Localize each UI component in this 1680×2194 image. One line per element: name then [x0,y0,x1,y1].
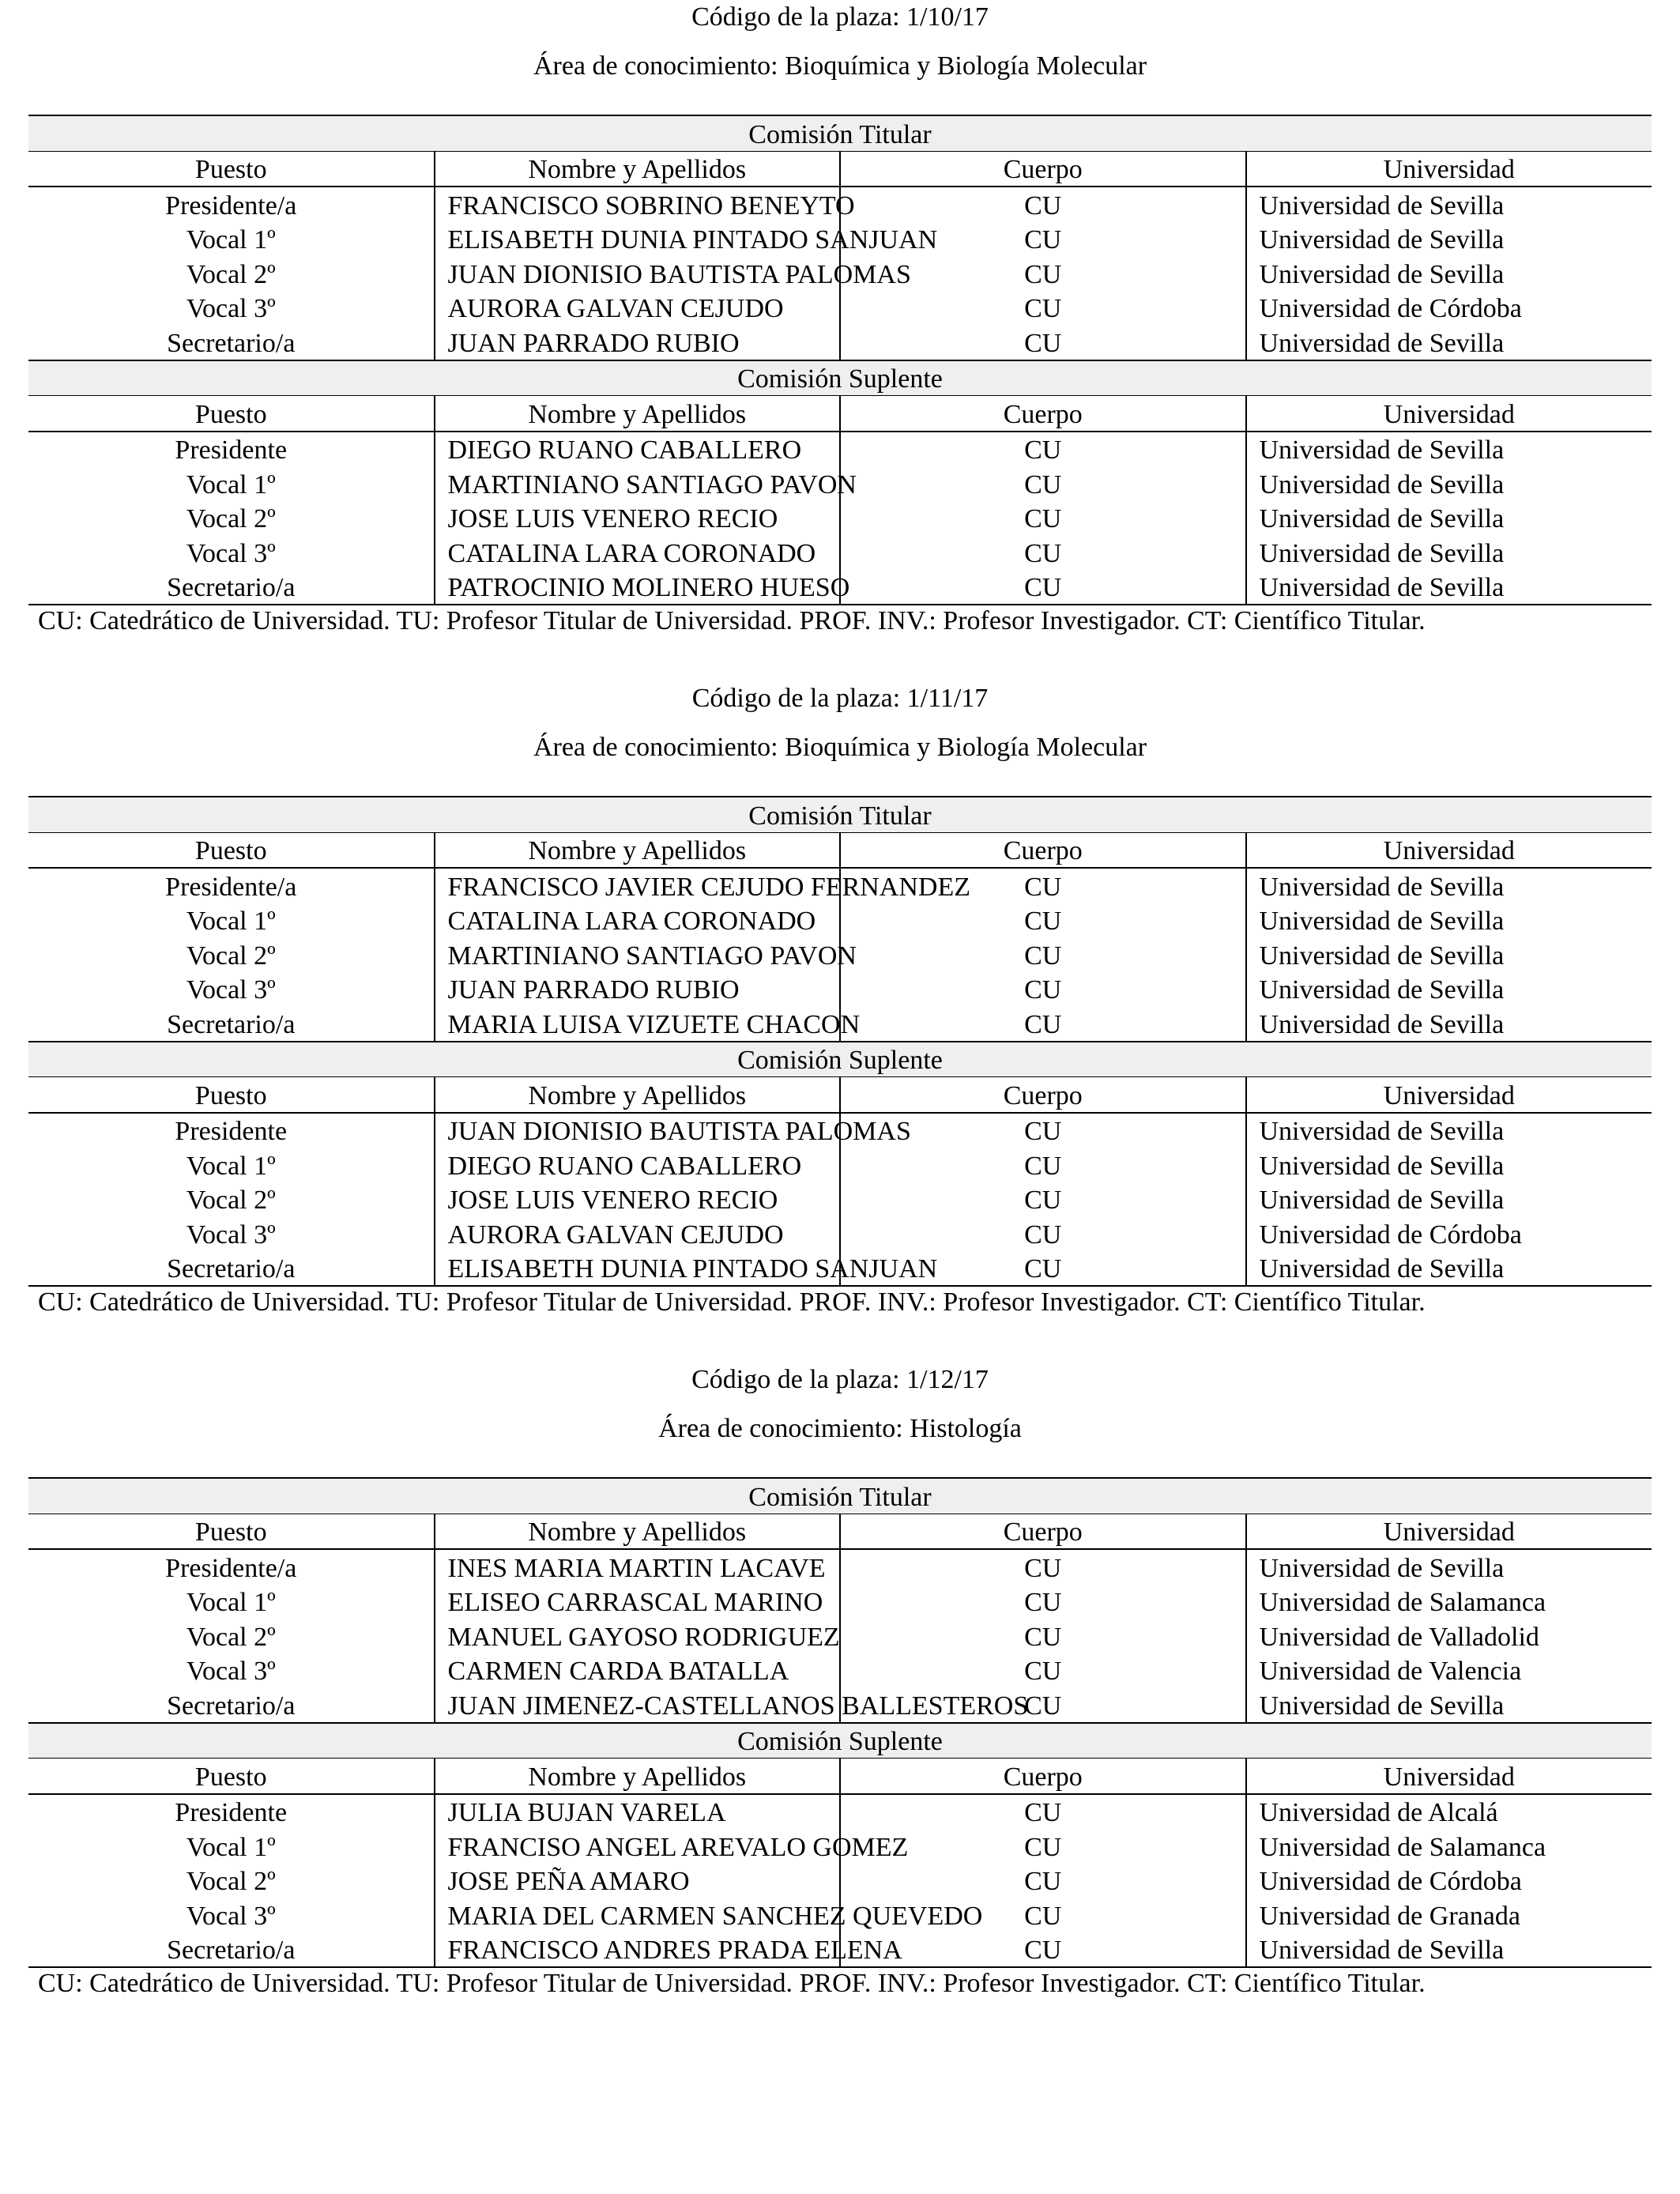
cell-nombre: CARMEN CARDA BATALLA [435,1653,841,1688]
table-row [28,466,1652,501]
cell-cuerpo: CU [840,222,1246,257]
table-row [28,1148,1652,1182]
cell-cuerpo: CU [840,1794,1246,1830]
cell-nombre: JOSE LUIS VENERO RECIO [435,501,841,536]
cell-puesto: Presidente [28,1113,435,1148]
plaza-block [28,1363,1652,1998]
table-row [28,903,1652,938]
cell-cuerpo: CU [840,1864,1246,1898]
table-row [28,1113,1652,1148]
titular-section-header: Comisión Titular [28,797,1652,832]
cell-cuerpo: CU [840,1687,1246,1723]
header-puesto: Puesto [28,832,435,868]
cell-cuerpo: CU [840,432,1246,467]
footnote: CU: Catedrático de Universidad. TU: Profesor Titular de Universidad. PROF. INV.: Profesor Investigador. CT: Científico Titular. [38,1287,1426,1317]
cell-cuerpo: CU [840,466,1246,501]
cell-nombre: JUAN JIMENEZ-CASTELLANOS BALLESTEROS [435,1687,841,1723]
table-row [28,1549,1652,1585]
header-cuerpo: Cuerpo [840,1514,1246,1549]
table-row [28,1619,1652,1653]
table-row [28,1829,1652,1864]
cell-puesto: Presidente [28,432,435,467]
footnote-row [28,1967,1652,2003]
cell-nombre: CATALINA LARA CORONADO [435,535,841,570]
header-universidad: Universidad [1246,396,1652,432]
header-universidad: Universidad [1246,151,1652,187]
header-nombre: Nombre y Apellidos [435,396,841,432]
cell-universidad: Universidad de Sevilla [1246,1251,1652,1287]
cell-cuerpo: CU [840,501,1246,536]
suplente-section-header: Comisión Suplente [28,1042,1652,1077]
table-row [28,432,1652,467]
cell-nombre: CATALINA LARA CORONADO [435,903,841,938]
cell-nombre: AURORA GALVAN CEJUDO [435,291,841,326]
cell-universidad: Universidad de Sevilla [1259,469,1505,499]
cell-cuerpo: CU [840,1585,1246,1619]
cell-nombre: MARIA LUISA VIZUETE CHACON [435,1006,841,1042]
table-row [28,256,1652,291]
cell-universidad: Universidad de Sevilla [1246,570,1652,605]
cell-nombre: FRANCISCO ANDRES PRADA ELENA [435,1932,841,1968]
cell-nombre: INES MARIA MARTIN LACAVE [435,1549,841,1585]
knowledge-area: Área de conocimiento: Bioquímica y Biología Molecular [533,51,1147,81]
cell-universidad: Universidad de Sevilla [1259,907,1505,936]
cell-universidad: Universidad de Sevilla [1259,435,1505,465]
cell-universidad: Universidad de Sevilla [1246,1932,1652,1968]
header-nombre: Nombre y Apellidos [435,832,841,868]
knowledge-area: Área de conocimiento: Histología [658,1414,1022,1443]
plaza-code: Código de la plaza: 1/12/17 [691,1365,989,1394]
cell-nombre: ELISEO CARRASCAL MARINO [435,1585,841,1619]
cell-puesto: Vocal 1º [28,1829,435,1864]
footnote: CU: Catedrático de Universidad. TU: Profesor Titular de Universidad. PROF. INV.: Profesor Investigador. CT: Científico Titular. [38,606,1426,635]
cell-puesto: Vocal 2º [28,501,435,536]
commission-table [28,1477,1652,2003]
header-puesto: Puesto [28,396,435,432]
cell-cuerpo: CU [840,1619,1246,1653]
cell-cuerpo: CU [840,1549,1246,1585]
cell-nombre: AURORA GALVAN CEJUDO [435,1216,841,1251]
table-row [28,1898,1652,1932]
cell-puesto: Secretario/a [28,1251,435,1287]
header-cuerpo: Cuerpo [840,1759,1246,1794]
footnote-row [28,1286,1652,1321]
table-row [28,1687,1652,1723]
cell-nombre: ELISABETH DUNIA PINTADO SANJUAN [435,222,841,257]
table-row [28,937,1652,972]
cell-cuerpo: CU [840,903,1246,938]
cell-nombre: JOSE PEÑA AMARO [435,1864,841,1898]
cell-puesto: Presidente [28,1794,435,1830]
cell-universidad: Universidad de Salamanca [1259,1588,1546,1617]
cell-nombre: JUAN DIONISIO BAUTISTA PALOMAS [435,1113,841,1148]
table-row [28,1653,1652,1688]
header-puesto: Puesto [28,1077,435,1113]
cell-puesto: Secretario/a [28,570,435,605]
cell-nombre: FRANCISCO SOBRINO BENEYTO [435,187,841,222]
cell-cuerpo: CU [840,1113,1246,1148]
cell-cuerpo: CU [840,325,1246,360]
cell-cuerpo: CU [840,1898,1246,1932]
cell-cuerpo: CU [840,972,1246,1007]
cell-nombre: PATROCINIO MOLINERO HUESO [435,570,841,605]
cell-cuerpo: CU [840,1182,1246,1217]
cell-puesto: Presidente/a [28,187,435,222]
column-header-row [28,1514,1652,1549]
cell-puesto: Vocal 1º [28,903,435,938]
cell-nombre: JUAN DIONISIO BAUTISTA PALOMAS [435,256,841,291]
table-row [28,570,1652,605]
cell-cuerpo: CU [840,291,1246,326]
cell-puesto: Vocal 1º [28,1585,435,1619]
table-row [28,291,1652,326]
cell-nombre: DIEGO RUANO CABALLERO [435,1148,841,1182]
cell-puesto: Vocal 3º [28,972,435,1007]
header-universidad: Universidad [1246,1514,1652,1549]
cell-cuerpo: CU [840,256,1246,291]
cell-universidad: Universidad de Sevilla [1259,941,1505,971]
plaza-code: Código de la plaza: 1/11/17 [691,684,989,713]
table-row [28,501,1652,536]
column-header-row [28,151,1652,187]
cell-universidad: Universidad de Sevilla [1259,872,1505,902]
header-cuerpo: Cuerpo [840,151,1246,187]
column-header-row [28,1077,1652,1113]
cell-nombre: JULIA BUJAN VARELA [435,1794,841,1830]
cell-universidad: Universidad de Sevilla [1259,328,1505,358]
cell-universidad: Universidad de Sevilla [1259,1151,1505,1181]
cell-nombre: MARTINIANO SANTIAGO PAVON [435,466,841,501]
header-universidad: Universidad [1246,1759,1652,1794]
plaza-block [28,681,1652,1317]
cell-puesto: Presidente/a [28,1549,435,1585]
cell-puesto: Secretario/a [28,1687,435,1723]
cell-universidad: Universidad de Sevilla [1259,538,1505,568]
cell-cuerpo: CU [840,868,1246,903]
table-row [28,1216,1652,1251]
cell-nombre: MANUEL GAYOSO RODRIGUEZ [435,1619,841,1653]
cell-cuerpo: CU [840,1148,1246,1182]
table-row [28,187,1652,222]
cell-puesto: Vocal 2º [28,937,435,972]
cell-universidad: Universidad de Córdoba [1259,1220,1522,1250]
header-universidad: Universidad [1246,1077,1652,1113]
table-row [28,535,1652,570]
cell-puesto: Vocal 1º [28,222,435,257]
cell-universidad: Universidad de Sevilla [1259,190,1505,221]
cell-universidad: Universidad de Alcalá [1259,1798,1498,1827]
cell-puesto: Vocal 2º [28,256,435,291]
cell-universidad: Universidad de Sevilla [1259,975,1505,1005]
column-header-row [28,1759,1652,1794]
header-puesto: Puesto [28,151,435,187]
cell-universidad: Universidad de Sevilla [1259,1117,1505,1146]
cell-cuerpo: CU [840,1216,1246,1251]
knowledge-area: Área de conocimiento: Bioquímica y Biología Molecular [533,733,1147,762]
table-row [28,868,1652,903]
cell-puesto: Vocal 3º [28,1653,435,1688]
cell-universidad: Universidad de Valencia [1259,1657,1522,1686]
cell-universidad: Universidad de Sevilla [1259,1186,1505,1215]
cell-puesto: Presidente/a [28,868,435,903]
cell-universidad: Universidad de Córdoba [1259,1867,1522,1896]
cell-cuerpo: CU [840,1006,1246,1042]
cell-nombre: JUAN PARRADO RUBIO [435,325,841,360]
cell-cuerpo: CU [840,535,1246,570]
cell-puesto: Vocal 3º [28,1216,435,1251]
cell-nombre: MARTINIANO SANTIAGO PAVON [435,937,841,972]
footnote: CU: Catedrático de Universidad. TU: Profesor Titular de Universidad. PROF. INV.: Profesor Investigador. CT: Científico Titular. [38,1969,1426,1998]
cell-cuerpo: CU [840,937,1246,972]
column-header-row [28,396,1652,432]
table-row [28,222,1652,257]
cell-puesto: Vocal 1º [28,1148,435,1182]
cell-puesto: Vocal 2º [28,1182,435,1217]
header-universidad: Universidad [1246,832,1652,868]
cell-universidad: Universidad de Sevilla [1259,1691,1505,1721]
cell-universidad: Universidad de Sevilla [1259,1553,1505,1583]
cell-universidad: Universidad de Valladolid [1259,1622,1539,1652]
header-nombre: Nombre y Apellidos [435,1077,841,1113]
plaza-block [28,0,1652,635]
table-row [28,972,1652,1007]
header-nombre: Nombre y Apellidos [435,1514,841,1549]
cell-puesto: Vocal 3º [28,535,435,570]
header-cuerpo: Cuerpo [840,396,1246,432]
cell-nombre: DIEGO RUANO CABALLERO [435,432,841,467]
plaza-code: Código de la plaza: 1/10/17 [691,2,989,32]
cell-nombre: FRANCISCO JAVIER CEJUDO FERNANDEZ [435,868,841,903]
titular-section-header: Comisión Titular [28,1478,1652,1514]
table-row [28,1182,1652,1217]
header-cuerpo: Cuerpo [840,1077,1246,1113]
cell-universidad: Universidad de Sevilla [1259,259,1505,289]
cell-universidad: Universidad de Sevilla [1259,504,1505,533]
cell-puesto: Vocal 2º [28,1619,435,1653]
cell-universidad: Universidad de Salamanca [1259,1832,1546,1862]
cell-puesto: Vocal 3º [28,291,435,326]
header-nombre: Nombre y Apellidos [435,151,841,187]
cell-universidad: Universidad de Córdoba [1259,294,1522,323]
header-puesto: Puesto [28,1759,435,1794]
titular-section-header: Comisión Titular [28,115,1652,151]
cell-nombre: JOSE LUIS VENERO RECIO [435,1182,841,1217]
cell-puesto: Vocal 3º [28,1898,435,1932]
table-row [28,1864,1652,1898]
cell-cuerpo: CU [840,570,1246,605]
cell-universidad: Universidad de Sevilla [1259,1009,1505,1039]
table-row [28,1251,1652,1287]
commission-table [28,796,1652,1321]
cell-puesto: Vocal 1º [28,466,435,501]
cell-nombre: JUAN PARRADO RUBIO [435,972,841,1007]
cell-cuerpo: CU [840,1653,1246,1688]
cell-puesto: Secretario/a [28,1006,435,1042]
cell-universidad: Universidad de Granada [1259,1901,1520,1931]
table-row [28,325,1652,360]
cell-puesto: Secretario/a [28,325,435,360]
header-nombre: Nombre y Apellidos [435,1759,841,1794]
table-row [28,1585,1652,1619]
column-header-row [28,832,1652,868]
table-row [28,1006,1652,1042]
cell-cuerpo: CU [840,187,1246,222]
cell-cuerpo: CU [840,1251,1246,1287]
table-row [28,1932,1652,1968]
table-row [28,1794,1652,1830]
cell-puesto: Vocal 2º [28,1864,435,1898]
suplente-section-header: Comisión Suplente [28,1723,1652,1759]
cell-universidad: Universidad de Sevilla [1259,225,1505,254]
cell-cuerpo: CU [840,1829,1246,1864]
header-puesto: Puesto [28,1514,435,1549]
footnote-row [28,605,1652,640]
header-cuerpo: Cuerpo [840,832,1246,868]
cell-puesto: Secretario/a [28,1932,435,1968]
suplente-section-header: Comisión Suplente [28,360,1652,396]
cell-nombre: FRANCISO ANGEL AREVALO GOMEZ [435,1829,841,1864]
commission-table [28,115,1652,640]
cell-nombre: MARIA DEL CARMEN SANCHEZ QUEVEDO [435,1898,841,1932]
cell-cuerpo: CU [840,1932,1246,1968]
cell-nombre: ELISABETH DUNIA PINTADO SANJUAN [435,1251,841,1287]
